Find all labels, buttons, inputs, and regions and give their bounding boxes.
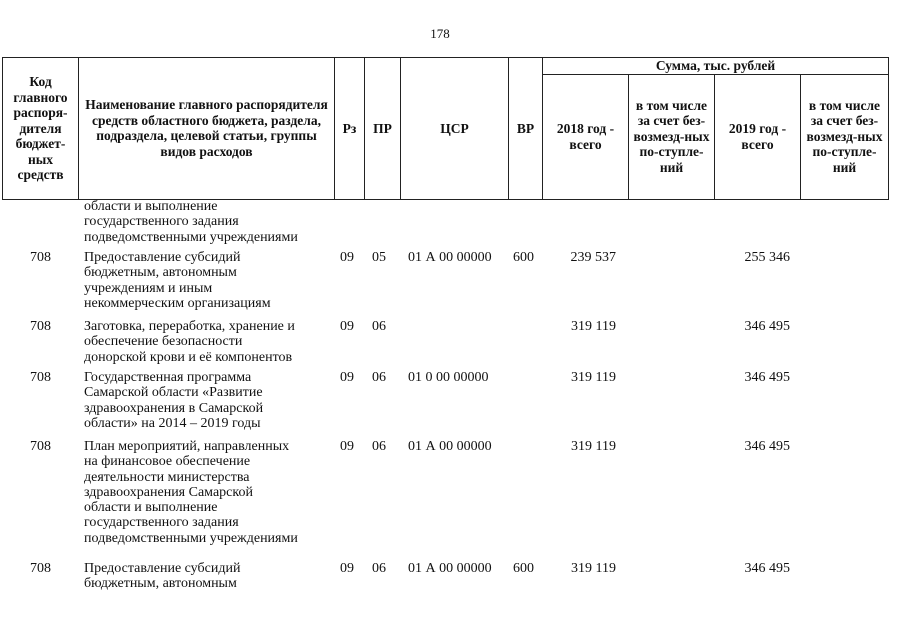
row-name-line: План мероприятий, направленных bbox=[84, 439, 290, 454]
row-rz: 09 bbox=[340, 250, 354, 265]
row-sum-2018: 319 119 bbox=[571, 370, 616, 385]
row-name-line: учреждениям и иным bbox=[84, 280, 213, 296]
row-name-line: на финансовое обеспечение bbox=[84, 454, 251, 470]
page-number: 178 bbox=[430, 26, 450, 41]
row-rz: 09 bbox=[340, 370, 354, 385]
row-rz: 09 bbox=[340, 439, 354, 454]
row-code: 708 bbox=[30, 319, 51, 334]
row-name-line: области и выполнение bbox=[84, 199, 218, 214]
row-vr: 600 bbox=[513, 250, 534, 265]
row-code: 708 bbox=[30, 370, 51, 385]
row-name bbox=[84, 439, 334, 546]
row-name-line: Предоставление субсидий bbox=[84, 561, 241, 576]
row-name bbox=[84, 561, 334, 592]
row-name-line: Самарской области «Развитие bbox=[84, 385, 263, 401]
row-pr: 05 bbox=[372, 250, 386, 265]
header-sum: Сумма, тыс. рублей bbox=[543, 58, 889, 75]
row-name-line: бюджетным, автономным bbox=[84, 265, 237, 281]
row-csr: 01 0 00 00000 bbox=[408, 370, 489, 385]
header-2018-total: 2018 год - всего bbox=[543, 74, 629, 199]
row-name-line: деятельности министерства bbox=[84, 469, 250, 485]
row-name bbox=[84, 250, 334, 311]
row-name-line: здравоохранения в Самарской bbox=[84, 400, 264, 416]
row-pr: 06 bbox=[372, 319, 386, 334]
header-rz: Рз bbox=[335, 58, 365, 200]
header-pr: ПР bbox=[365, 58, 401, 200]
row-name-line: обеспечение безопасности bbox=[84, 334, 243, 350]
row-name-line: государственного задания bbox=[84, 515, 239, 531]
row-csr: 01 А 00 00000 bbox=[408, 561, 492, 576]
row-pr: 06 bbox=[372, 370, 386, 385]
row-name-line: подведомственными учреждениями bbox=[84, 229, 298, 245]
header-2019-total: 2019 год - всего bbox=[715, 74, 801, 199]
row-sum-2019: 346 495 bbox=[744, 561, 790, 576]
row-code: 708 bbox=[30, 250, 51, 265]
row-sum-2018: 319 119 bbox=[571, 561, 616, 576]
header-2018-subsidies: в том числе за счет без-возмезд-ных по-ступле-ний bbox=[629, 74, 715, 199]
row-name-line: здравоохранения Самарской bbox=[84, 484, 253, 500]
row-name-line: государственного задания bbox=[84, 214, 239, 230]
row-csr: 01 А 00 00000 bbox=[408, 250, 492, 265]
row-sum-2019: 255 346 bbox=[744, 250, 790, 265]
header-name: Наименование главного распорядителя средств областного бюджета, раздела, подраздела, целевой статьи, группы видов расходов bbox=[79, 58, 335, 200]
row-name-line: Предоставление субсидий bbox=[84, 250, 241, 265]
row-rz: 09 bbox=[340, 561, 354, 576]
row-sum-2018: 319 119 bbox=[571, 319, 616, 334]
row-name-line: подведомственными учреждениями bbox=[84, 530, 298, 546]
row-csr: 01 А 00 00000 bbox=[408, 439, 492, 454]
row-sum-2018: 319 119 bbox=[571, 439, 616, 454]
row-name-line: Заготовка, переработка, хранение и bbox=[84, 319, 295, 334]
row-name-line: области и выполнение bbox=[84, 500, 218, 516]
header-vr: ВР bbox=[509, 58, 543, 200]
header-csr: ЦСР bbox=[401, 58, 509, 200]
header-code: Код главного распоря-дителя бюджет-ных средств bbox=[3, 58, 79, 200]
row-code: 708 bbox=[30, 439, 51, 454]
table-header bbox=[2, 57, 889, 200]
row-name-line: Государственная программа bbox=[84, 370, 252, 385]
row-pr: 06 bbox=[372, 561, 386, 576]
row-name-line: бюджетным, автономным bbox=[84, 576, 237, 592]
row-name-line: донорской крови и её компонентов bbox=[84, 349, 293, 365]
row-name bbox=[84, 319, 334, 365]
row-name-line: некоммерческим организациям bbox=[84, 295, 271, 311]
header-2019-subsidies: в том числе за счет без-возмезд-ных по-ступле-ний bbox=[801, 74, 889, 199]
row-sum-2019: 346 495 bbox=[744, 439, 790, 454]
row-rz: 09 bbox=[340, 319, 354, 334]
row-code: 708 bbox=[30, 561, 51, 576]
row-name-line: области» на 2014 – 2019 годы bbox=[84, 415, 261, 431]
row-vr: 600 bbox=[513, 561, 534, 576]
row-name bbox=[84, 370, 334, 431]
row-sum-2019: 346 495 bbox=[744, 319, 790, 334]
row-sum-2019: 346 495 bbox=[744, 370, 790, 385]
row-sum-2018: 239 537 bbox=[570, 250, 616, 265]
row-pr: 06 bbox=[372, 439, 386, 454]
row-name bbox=[84, 199, 334, 245]
